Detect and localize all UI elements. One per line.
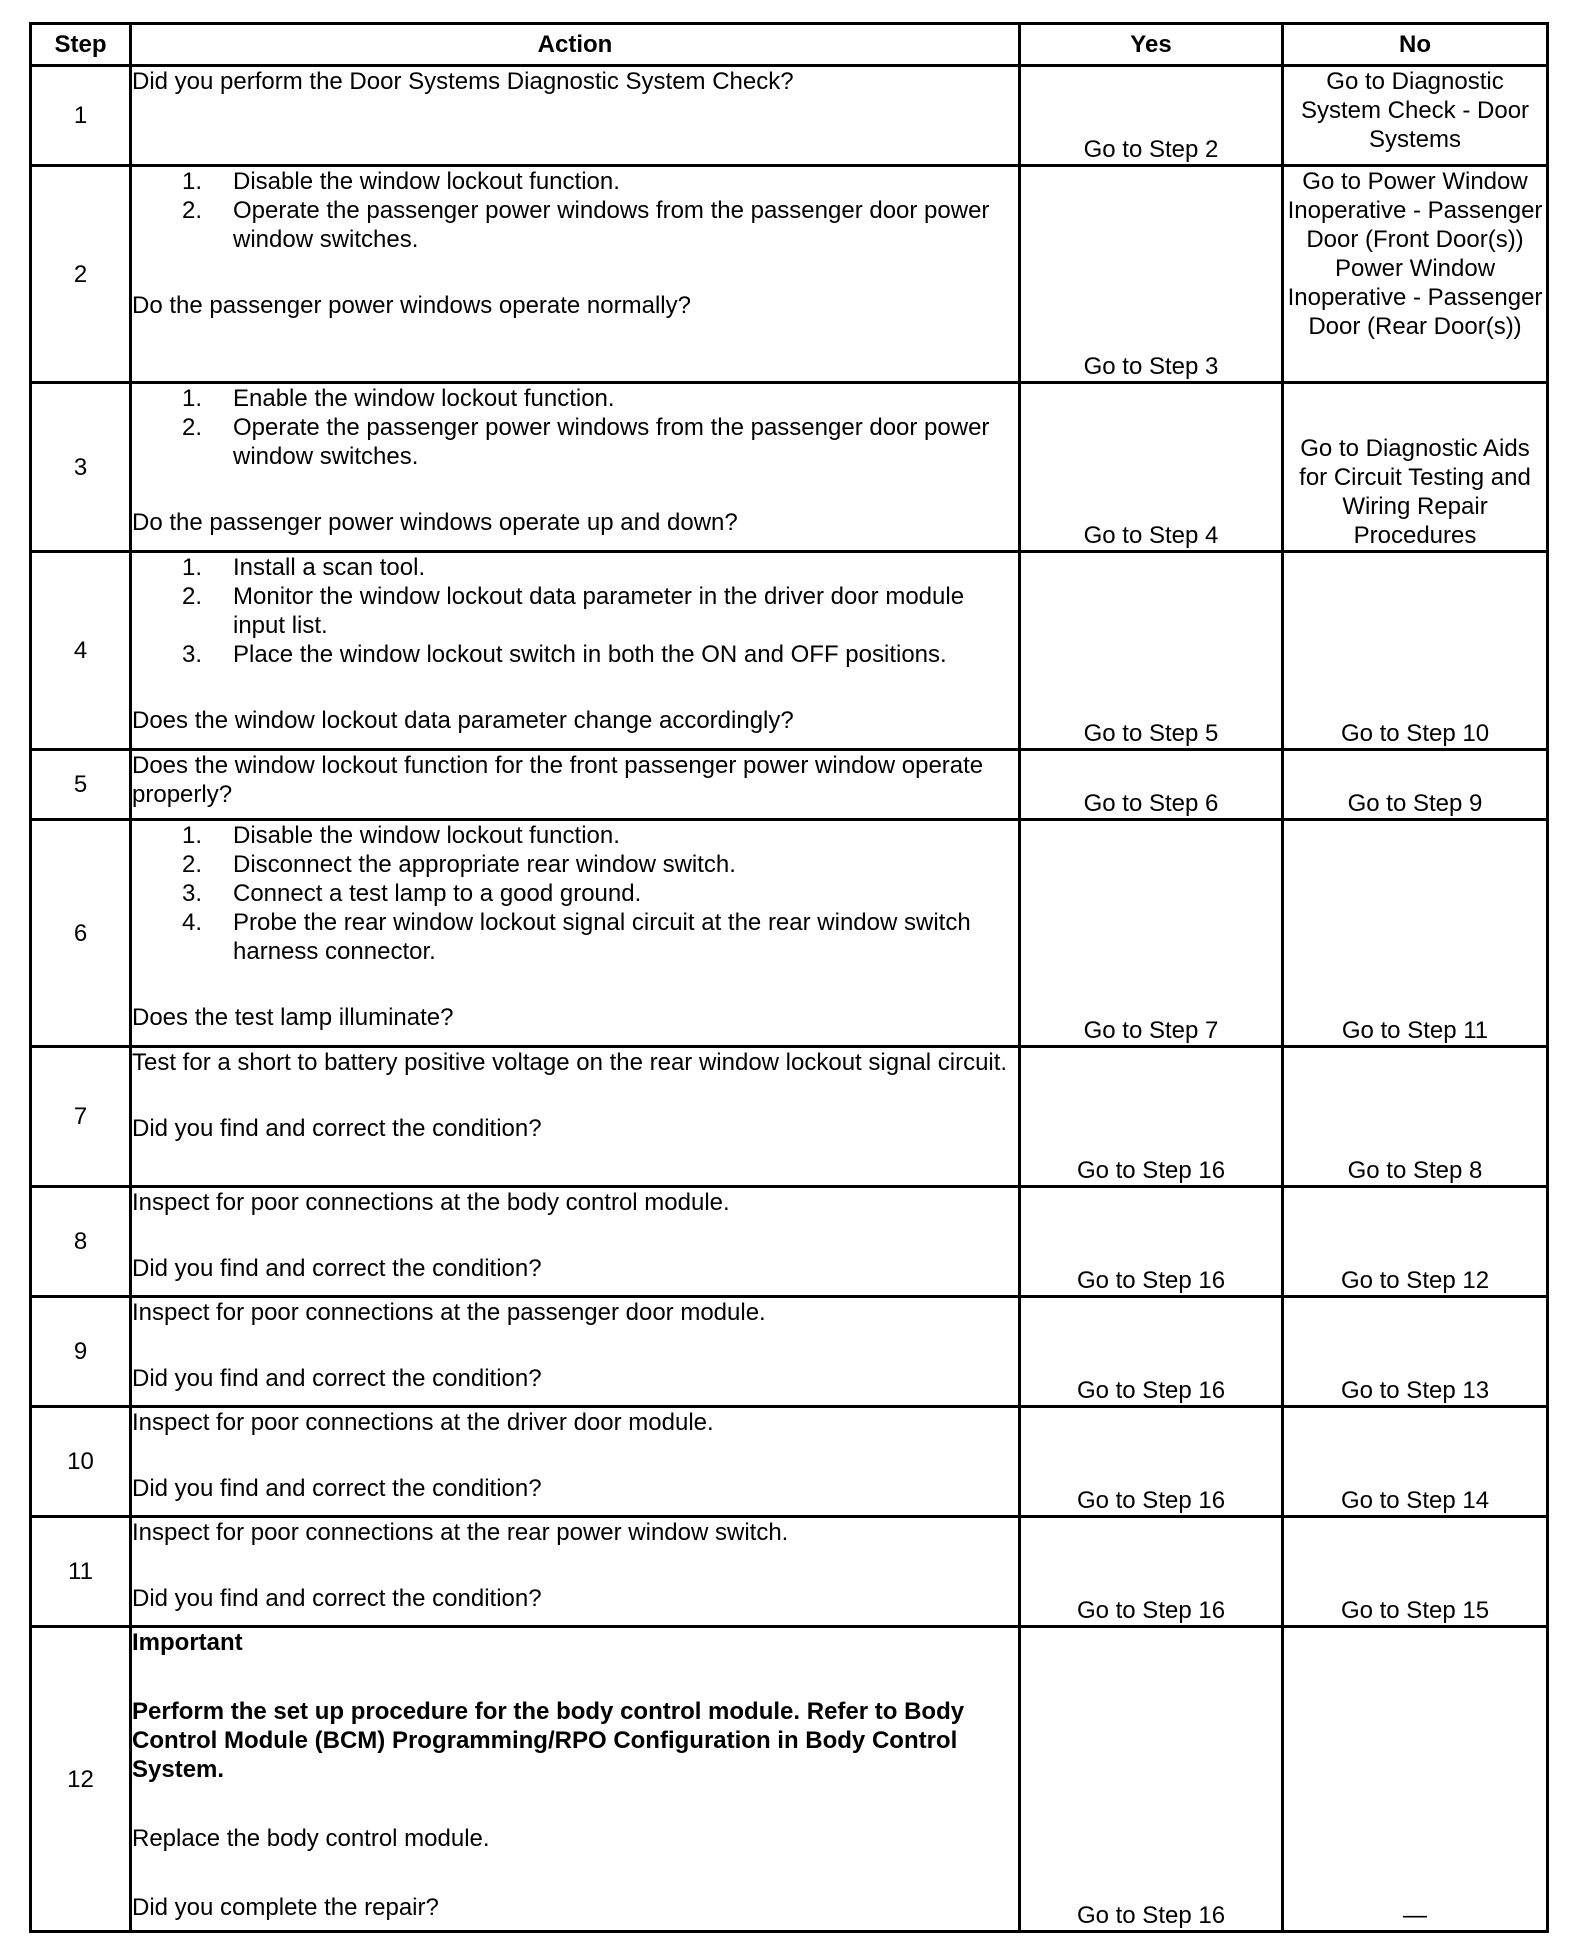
action-cell	[131, 1627, 1020, 1932]
table-row	[31, 166, 1548, 383]
yes-cell: Go to Step 16	[1020, 1297, 1283, 1407]
action-cell	[131, 1047, 1020, 1187]
list-item-text: Enable the window lockout function.	[233, 385, 615, 412]
step-number: 7	[31, 1047, 131, 1187]
table-row	[31, 1297, 1548, 1407]
header-step: Step	[31, 24, 131, 66]
table-row	[31, 552, 1548, 750]
important-label: Important	[132, 1629, 243, 1656]
list-item	[132, 167, 1018, 196]
no-cell: Go to Step 9	[1283, 750, 1548, 820]
action-text: Inspect for poor connections at the body control module.	[132, 1189, 730, 1216]
list-item	[132, 908, 1018, 966]
yes-cell: Go to Step 6	[1020, 750, 1283, 820]
step-number: 9	[31, 1297, 131, 1407]
action-text: Replace the body control module.	[132, 1825, 490, 1852]
list-item-text: Operate the passenger power windows from the passenger door power window switches.	[233, 197, 990, 253]
instruction-list	[132, 384, 1018, 471]
action-text: Inspect for poor connections at the rear power window switch.	[132, 1519, 789, 1546]
action-text: Inspect for poor connections at the driver door module.	[132, 1409, 714, 1436]
yes-cell: Go to Step 3	[1020, 166, 1283, 383]
yes-cell: Go to Step 5	[1020, 552, 1283, 750]
step-number: 4	[31, 552, 131, 750]
no-cell: Go to Step 10	[1283, 552, 1548, 750]
header-action: Action	[131, 24, 1020, 66]
no-cell: Go to Step 14	[1283, 1407, 1548, 1517]
no-cell: Go to Step 8	[1283, 1047, 1548, 1187]
question-text: Do the passenger power windows operate up and down?	[132, 509, 738, 536]
question-text: Did you find and correct the condition?	[132, 1475, 542, 1502]
yes-cell: Go to Step 16	[1020, 1047, 1283, 1187]
list-item-text: Install a scan tool.	[233, 554, 426, 581]
action-cell	[131, 552, 1020, 750]
action-cell	[131, 383, 1020, 552]
list-item-text: Probe the rear window lockout signal circuit at the rear window switch harness connector.	[233, 909, 971, 965]
table-row	[31, 750, 1548, 820]
yes-cell: Go to Step 7	[1020, 820, 1283, 1047]
table-row	[31, 1047, 1548, 1187]
question-text: Does the window lockout data parameter change accordingly?	[132, 707, 794, 734]
list-item-text: Disable the window lockout function.	[233, 168, 620, 195]
list-item-number: 3.	[182, 641, 203, 668]
no-cell: —	[1283, 1627, 1548, 1932]
instruction-list	[132, 167, 1018, 254]
action-cell	[131, 820, 1020, 1047]
list-item-number: 1.	[182, 822, 203, 849]
list-item-number: 2.	[182, 414, 203, 441]
header-row	[31, 24, 1548, 66]
yes-cell: Go to Step 16	[1020, 1627, 1283, 1932]
list-item-number: 2.	[182, 197, 203, 224]
table-row	[31, 1187, 1548, 1297]
list-item	[132, 850, 1018, 879]
list-item-text: Connect a test lamp to a good ground.	[233, 880, 642, 907]
no-cell: Go to Power Window Inoperative - Passenger Door (Front Door(s)) Power Window Inoperative - Passenger Door (Rear Door(s))	[1283, 166, 1548, 383]
table-row	[31, 1407, 1548, 1517]
list-item	[132, 413, 1018, 471]
list-item	[132, 582, 1018, 640]
action-cell	[131, 750, 1020, 820]
list-item-number: 4.	[182, 909, 203, 936]
list-item-text: Place the window lockout switch in both the ON and OFF positions.	[233, 641, 947, 668]
table-row	[31, 820, 1548, 1047]
list-item-text: Disable the window lockout function.	[233, 822, 620, 849]
action-cell	[131, 1297, 1020, 1407]
table-row	[31, 1517, 1548, 1627]
no-cell: Go to Step 12	[1283, 1187, 1548, 1297]
list-item-text: Monitor the window lockout data parameter in the driver door module input list.	[233, 583, 965, 639]
list-item	[132, 553, 1018, 582]
list-item	[132, 384, 1018, 413]
list-item-number: 2.	[182, 851, 203, 878]
list-item-number: 3.	[182, 880, 203, 907]
action-cell	[131, 166, 1020, 383]
list-item	[132, 879, 1018, 908]
list-item-number: 1.	[182, 385, 203, 412]
step-number: 3	[31, 383, 131, 552]
list-item	[132, 640, 1018, 669]
header-no: No	[1283, 24, 1548, 66]
list-item	[132, 821, 1018, 850]
question-text: Did you find and correct the condition?	[132, 1365, 542, 1392]
step-number: 11	[31, 1517, 131, 1627]
important-note: Perform the set up procedure for the body control module. Refer to Body Control Module (BCM) Programming/RPO Configuration in Body Control System.	[132, 1698, 965, 1783]
question-text: Does the test lamp illuminate?	[132, 1004, 454, 1031]
question-text: Do the passenger power windows operate normally?	[132, 292, 691, 319]
question-text: Did you find and correct the condition?	[132, 1255, 542, 1282]
table-row	[31, 383, 1548, 552]
step-number: 2	[31, 166, 131, 383]
yes-cell: Go to Step 4	[1020, 383, 1283, 552]
action-cell	[131, 1187, 1020, 1297]
list-item-number: 1.	[182, 554, 203, 581]
yes-cell: Go to Step 16	[1020, 1407, 1283, 1517]
action-text: Did you perform the Door Systems Diagnostic System Check?	[132, 68, 794, 95]
step-number: 8	[31, 1187, 131, 1297]
header-yes: Yes	[1020, 24, 1283, 66]
step-number: 6	[31, 820, 131, 1047]
step-number: 10	[31, 1407, 131, 1517]
action-text: Inspect for poor connections at the passenger door module.	[132, 1299, 766, 1326]
no-cell: Go to Step 13	[1283, 1297, 1548, 1407]
instruction-list	[132, 821, 1018, 966]
list-item-text: Operate the passenger power windows from the passenger door power window switches.	[233, 414, 990, 470]
step-number: 1	[31, 66, 131, 166]
no-cell: Go to Step 11	[1283, 820, 1548, 1047]
list-item-text: Disconnect the appropriate rear window switch.	[233, 851, 736, 878]
question-text: Did you find and correct the condition?	[132, 1115, 542, 1142]
table-row	[31, 66, 1548, 166]
yes-cell: Go to Step 16	[1020, 1187, 1283, 1297]
instruction-list	[132, 553, 1018, 669]
list-item	[132, 196, 1018, 254]
action-text: Test for a short to battery positive voltage on the rear window lockout signal circuit.	[132, 1049, 1008, 1076]
step-number: 12	[31, 1627, 131, 1932]
list-item-number: 2.	[182, 583, 203, 610]
action-cell	[131, 66, 1020, 166]
action-cell	[131, 1517, 1020, 1627]
question-text: Did you find and correct the condition?	[132, 1585, 542, 1612]
list-item-number: 1.	[182, 168, 203, 195]
action-text: Does the window lockout function for the front passenger power window operate properly?	[132, 752, 984, 808]
no-cell: Go to Step 15	[1283, 1517, 1548, 1627]
step-number: 5	[31, 750, 131, 820]
question-text: Did you complete the repair?	[132, 1894, 439, 1921]
no-cell: Go to Diagnostic Aids for Circuit Testing and Wiring Repair Procedures	[1283, 383, 1548, 552]
action-cell	[131, 1407, 1020, 1517]
yes-cell: Go to Step 16	[1020, 1517, 1283, 1627]
diagnostic-table	[29, 22, 1549, 1933]
no-cell: Go to Diagnostic System Check - Door Systems	[1283, 66, 1548, 166]
yes-cell: Go to Step 2	[1020, 66, 1283, 166]
table-row	[31, 1627, 1548, 1932]
